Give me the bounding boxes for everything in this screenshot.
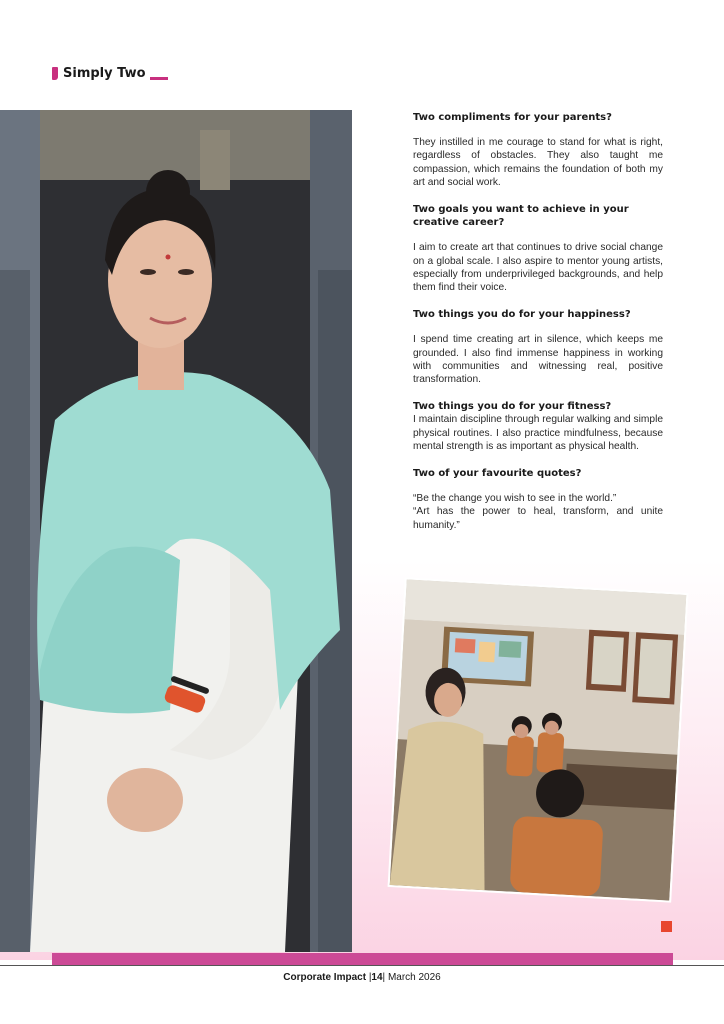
answer-1: They instilled in me courage to stand for what is right, regardless of obstacles. They also taught me compassion, which remains the foundation of both my art and social work.: [413, 137, 663, 188]
publication-name: Corporate Impact: [283, 972, 367, 983]
question-1: Two compliments for your parents?: [413, 112, 612, 123]
issue-date: March 2026: [387, 972, 441, 983]
decorative-square: [661, 921, 672, 932]
portrait-photo: [0, 110, 352, 952]
question-5: Two of your favourite quotes?: [413, 468, 582, 480]
answer-2: I aim to create art that continues to drive social change on a global scale. I also aspire to mentor young artists, especially from underprivileged backgrounds, and help them find their voice.: [413, 242, 663, 294]
footer-accent-bar: [52, 953, 673, 965]
page-number: 14: [371, 972, 383, 983]
answer-4: I maintain discipline through regular walking and simple physical routines. I also practice mindfulness, because mental strength is as important as physical health.: [413, 414, 663, 452]
section-header: [52, 66, 168, 81]
quote-marker-icon: [52, 67, 58, 80]
question-4: Two things you do for your fitness?: [413, 401, 612, 413]
answer-3: I spend time creating art in silence, which keeps me grounded. I also find immense happiness in working with communities and witnessing real, positive transformation.: [413, 334, 663, 386]
footer-separator: |: [382, 972, 388, 983]
classroom-photo: [390, 579, 687, 900]
quote-1: “Be the change you wish to see in the world.”: [413, 493, 617, 505]
quote-2: “Art has the power to heal, transform, and unite humanity.”: [413, 506, 663, 531]
qa-column: [413, 111, 663, 532]
footer-separator: |: [368, 972, 372, 983]
title-underline: [150, 77, 168, 80]
question-3: Two things you do for your happiness?: [413, 309, 631, 321]
section-title: Simply Two: [63, 66, 146, 81]
footer-rule: [0, 965, 724, 966]
page-footer: [0, 972, 724, 983]
question-2: Two goals you want to achieve in your creative career?: [413, 204, 629, 229]
